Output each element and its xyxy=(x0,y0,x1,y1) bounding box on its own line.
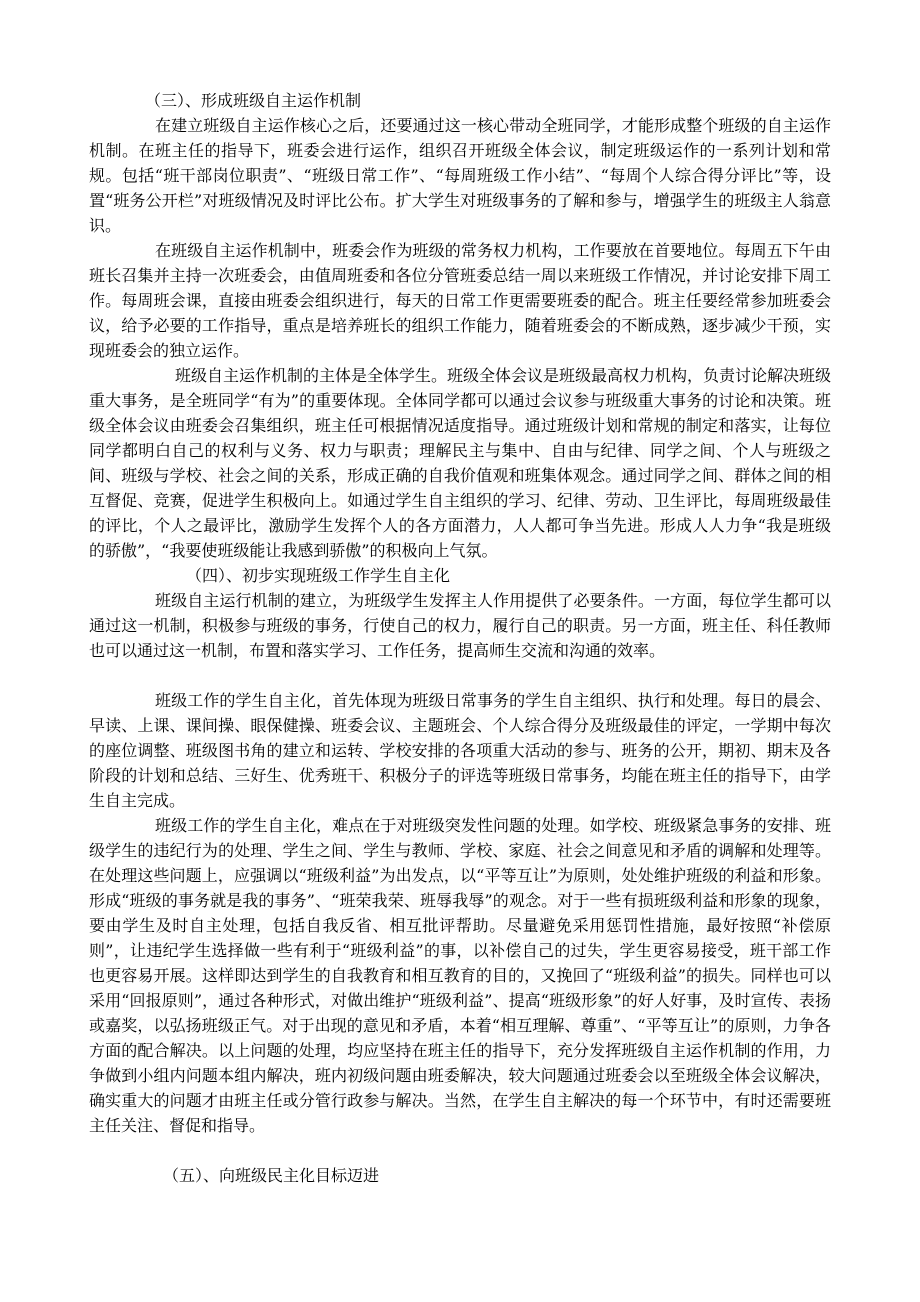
document-page xyxy=(89,88,831,1188)
paragraph: 班级自主运行机制的建立，为班级学生发挥主人作用提供了必要条件。一方面，每位学生都可以通过这一机制，积极参与班级的事务，行使自己的权力，履行自己的职责。另一方面，班主任、科任教师也可以通过这一机制，布置和落实学习、工作任务，提高师生交流和沟通的效率。 xyxy=(89,591,831,660)
paragraph: 班级自主运作机制的主体是全体学生。班级全体会议是班级最高权力机构，负责讨论解决班级重大事务，是全班同学“有为”的重要体现。全体同学都可以通过会议参与班级重大事务的讨论和决策。班级全体会议由班委会召集组织，班主任可根据情况适度指导。通过班级计划和常规的制定和落实，让每位同学都明白自己的权利与义务、权力与职责；理解民主与集中、自由与纪律、同学之间、个人与班级之间、班级与学校、社会之间的关系，形成正确的自我价值观和班集体观念。通过同学之间、群体之间的相互督促、竞赛，促进学生积极向上。如通过学生自主组织的学习、纪律、劳动、卫生评比，每周班级最佳的评比，个人之最评比，激励学生发挥个人的各方面潜力，人人都可争当先进。形成人人力争“我是班级的骄傲”，“我要使班级能让我感到骄傲”的积极向上气氛。 xyxy=(89,366,832,560)
paragraph: 在班级自主运作机制中，班委会作为班级的常务权力机构，工作要放在首要地位。每周五下午由班长召集并主持一次班委会，由值周班委和各位分管班委总结一周以来班级工作情况，并讨论安排下周工作。每周班会课，直接由班委会组织进行，每天的日常工作更需要班委的配合。班主任要经常参加班委会议，给予必要的工作指导，重点是培养班长的组织工作能力，随着班委会的不断成熟，逐步减少干预，实现班委会的独立运作。 xyxy=(89,241,831,360)
section-heading-4: （四）、初步实现班级工作学生自主化 xyxy=(186,566,451,585)
paragraph: 班级工作的学生自主化，难点在于对班级突发性问题的处理。如学校、班级紧急事务的安排、班级学生的违纪行为的处理、学生之间、学生与教师、学校、家庭、社会之间意见和矛盾的调解和处理等。在处理这些问题上，应强调以“班级利益”为出发点，以“平等互让”为原则，处处维护班级的利益和形象。形成“班级的事务就是我的事务”、“班荣我荣、班辱我辱”的观念。对于一些有损班级利益和形象的现象，要由学生及时自主处理，包括自我反省、相互批评帮助。尽量避免采用惩罚性措施，最好按照“补偿原则”，让违纪学生选择做一些有利于“班级利益”的事，以补偿自己的过失，学生更容易接受，班干部工作也更容易开展。这样即达到学生的自我教育和相互教育的目的，又挽回了“班级利益”的损失。同样也可以采用“回报原则”，通过各种形式，对做出维护“班级利益”、提高“班级形象”的好人好事，及时宣传、表扬或嘉奖，以弘扬班级正气。对于出现的意见和矛盾，本着“相互理解、尊重”、“平等互让”的原则，力争各方面的配合解决。以上问题的处理，均应坚持在班主任的指导下，充分发挥班级自主运作机制的作用，力争做到小组内问题本组内解决，班内初级问题由班委解决，较大问题通过班委会以至班级全体会议解决，确实重大的问题才由班主任或分管行政参与解决。当然，在学生自主解决的每一个环节中，有时还需要班主任关注、督促和指导。 xyxy=(89,816,831,1135)
section-heading-3: （三）、形成班级自主运作机制 xyxy=(145,91,362,110)
paragraph: 班级工作的学生自主化，首先体现为班级日常事务的学生自主组织、执行和处理。每日的晨会、早读、上课、课间操、眼保健操、班委会议、主题班会、个人综合得分及班级最佳的评定，一学期中每次的座位调整、班级图书角的建立和运转、学校安排的各项重大活动的参与、班务的公开，期初、期末及各阶段的计划和总结、三好生、优秀班干、积极分子的评选等班级日常事务，均能在班主任的指导下，由学生自主完成。 xyxy=(89,691,831,810)
section-heading-5: （五）、向班级民主化目标迈进 xyxy=(163,1166,380,1185)
paragraph: 在建立班级自主运作核心之后，还要通过这一核心带动全班同学，才能形成整个班级的自主运作机制。在班主任的指导下，班委会进行运作，组织召开班级全体会议，制定班级运作的一系列计划和常规。包括“班干部岗位职责”、“班级日常工作”、“每周班级工作小结”、“每周个人综合得分评比”等，设置“班务公开栏”对班级情况及时评比公布。扩大学生对班级事务的了解和参与，增强学生的班级主人翁意识。 xyxy=(89,116,831,235)
